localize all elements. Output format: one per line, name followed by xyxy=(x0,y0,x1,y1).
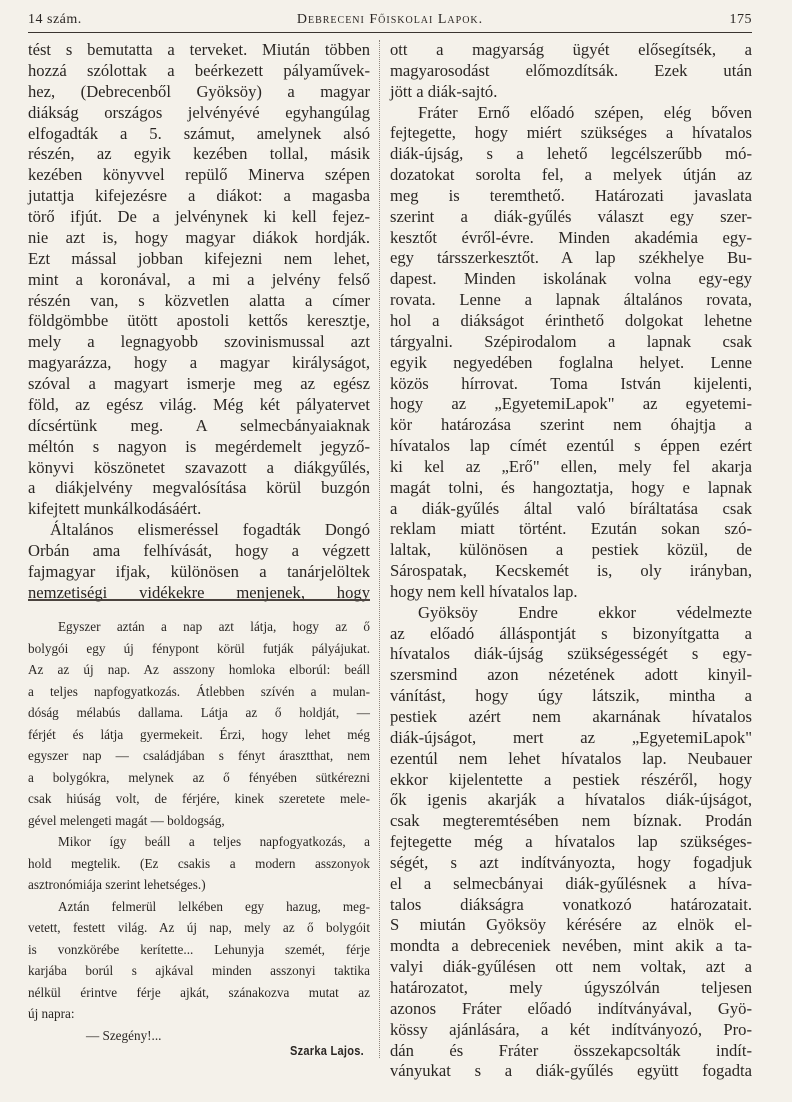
text-line: méltón s nagyon is megérdemelt jegyző- xyxy=(28,436,370,456)
text-line: szerint a diák-gyűlés választ egy szer- xyxy=(390,206,752,226)
text-line: kör határozása szerint nem óhajtja a xyxy=(390,415,752,435)
text-line: hogy nem kell hívatalos lap. xyxy=(390,581,578,601)
text-line: tárgyalni. Szépirodalom a lapnak csak xyxy=(390,331,752,351)
text-line: hold megtelik. (Ez csakis a modern asszonyok xyxy=(28,855,370,871)
text-line: — Szegény!... xyxy=(86,1027,162,1043)
text-line: meg is teremthető. Határozati javaslata xyxy=(390,185,752,205)
text-line: gével melengeti magát — boldogság, xyxy=(28,812,225,828)
text-line: hozzá szólottak a beérkezett pályaművek- xyxy=(28,60,370,80)
text-line: földgömbbe ütött apostoli kettős keresztje, xyxy=(28,311,370,331)
text-line: az előadó álláspontját s bizonyítgatta a xyxy=(390,623,752,643)
text-line: mint a koronával, a mi a jelvény felső xyxy=(28,269,370,289)
text-line: szersmind azon nézetének adott kinyil- xyxy=(390,665,752,685)
text-line: föld, az egész világ. Még két pályatervet xyxy=(28,394,370,414)
text-line: egy társszerkesztőt. A lap székhelye Bu- xyxy=(390,248,752,268)
text-line: hívatalos diák-újság szükségességét s egy- xyxy=(390,644,752,664)
author-signature: Szarka Lajos. xyxy=(290,1043,364,1058)
header-rule xyxy=(28,32,752,33)
text-line: Gyöksöy Endre ekkor védelmezte xyxy=(418,602,752,622)
text-line: fejtegette, hogy miért szükséges a hívatalos xyxy=(390,123,752,143)
text-line: rovata. Lenne a lapnak általános rovata, xyxy=(390,290,752,310)
text-line: dícsértünk meg. A selmecbányaiaknak xyxy=(28,415,370,435)
running-header xyxy=(28,8,752,32)
text-line: szóval a magyart ismerje meg az egész xyxy=(28,374,370,393)
text-line: magyarázza, hogy a magyar királyságot, xyxy=(28,353,370,373)
text-line: egyik negyedében foglalna helyet. Lenne xyxy=(390,352,752,372)
text-line: bolygói egy új fénypont körül futják pályájukat. xyxy=(28,640,370,656)
text-line: azonos Fráter előadó indítványával, Gyö- xyxy=(390,998,752,1018)
feuilleton-text xyxy=(28,616,370,1046)
text-line: tést s bemutatta a terveket. Miután többen xyxy=(28,40,370,59)
text-line: férjét és látja gyermekeit. Érzi, hogy lehet még xyxy=(28,726,370,742)
text-line: törő ifjút. De a jelvénynek ki kell fejez- xyxy=(28,207,370,226)
text-line: kesztőt évről-évre. Minden akadémia egy- xyxy=(390,227,752,247)
text-line: mely a legnagyobb szovinismussal azt xyxy=(28,332,370,352)
feuilleton-separator xyxy=(28,599,370,601)
text-line: Egyszer aztán a nap azt látja, hogy az ő xyxy=(58,619,370,634)
text-line: reklam miatt történt. Ezután sokan szó- xyxy=(390,519,752,539)
text-line: Aztán felmerül lelkében egy hazug, meg- xyxy=(58,898,370,914)
text-line: jutattja kifejezésre a diákot: a magasba xyxy=(28,186,370,206)
text-line: Az az új nap. Az asszony homloka elborúl: beáll xyxy=(28,662,370,677)
text-line: ványukat s a diák-gyűlés együtt fogadta xyxy=(390,1061,752,1081)
text-line: a diákjelvény megvalósítása körül buzgón xyxy=(28,478,370,498)
text-line: nélkül érintve férje ajkát, szánakozva mutat az xyxy=(28,984,370,1000)
text-line: hez, (Debrecenből Gyöksöy) a magyar xyxy=(28,81,370,101)
text-line: ki kel az „Erő" ellen, mely fel akarja xyxy=(390,456,752,476)
text-line: magyarosodást előmozdítsák. Ezek után xyxy=(390,60,752,80)
text-line: laltak, különösen a pestiek közül, de xyxy=(390,540,752,560)
text-line: elfogadták a 5. számut, amelynek alsó xyxy=(28,123,370,143)
text-line: dóság mélabús dallama. Látja az ő holdját, — xyxy=(28,705,370,720)
text-line: Ezt mással jobban kifejezni nem lehet, xyxy=(28,248,370,268)
text-line: határozatot, mely úgyszólván teljesen xyxy=(390,977,752,997)
column-divider xyxy=(379,40,380,1058)
text-line: kifejtett munkálkodásáért. xyxy=(28,499,202,519)
text-line: nemzetiségi vidékekre menjenek, hogy xyxy=(28,582,370,602)
text-line: ott a magyarság ügyét elősegítsék, a xyxy=(390,40,752,59)
text-line: diák-újság, s a lehető legcélszerűbb mó- xyxy=(390,144,752,164)
text-line: ők igenis akarják a hívatalos diák-újságot, xyxy=(390,790,752,810)
text-line: Általános elismeréssel fogadták Dongó xyxy=(50,520,370,540)
right-column-text xyxy=(390,40,752,1082)
text-line: hogy az „EgyetemiLapok" az egyetemi- xyxy=(390,394,752,414)
text-line: a teljes napfogyatkozás. Átlebben szívén a mulan- xyxy=(28,683,370,699)
text-line: hívatalos lap címét ezentúl s éppen ezért xyxy=(390,436,752,456)
text-line: dán és Fráter összekapcsolták indít- xyxy=(390,1040,752,1060)
text-line: ekkor kijelentette a pestiek részéről, hogy xyxy=(390,769,752,789)
text-line: csak megteremtésében nem bíznak. Prodán xyxy=(390,811,752,831)
text-line: részén, az egyik kezében tollal, másik xyxy=(28,144,370,164)
text-line: valyi diák-gyűlésen ott nem voltak, azt a xyxy=(390,957,752,977)
text-line: mondta a debreceniek nevében, mint akik a ta- xyxy=(390,936,752,956)
journal-title: Debreceni Főiskolai Lapok. xyxy=(296,12,484,27)
text-line: asztronómiája szerint lehetséges.) xyxy=(28,877,206,892)
text-line: könyvi köszönetet szavazott a diákgyűlés, xyxy=(28,457,370,477)
text-line: karjába borúl s ajkával minden asszonyi taktika xyxy=(28,963,370,978)
text-line: Mikor így beáll a teljes napfogyatkozás, a xyxy=(58,834,370,849)
text-line: vánítást, hogy úgy látszik, mintha a xyxy=(390,686,752,706)
text-line: hol a diákságot érinthető dolgokat lehetne xyxy=(390,310,752,330)
text-line: dapest. Minden iskolának volna egy-egy xyxy=(390,269,752,289)
text-line: a bolygókra, melynek az ő fényében sütkérezni xyxy=(28,769,370,785)
text-line: ségét, s azt indítványozta, hogy fogadjuk xyxy=(390,852,752,872)
text-line: jött a diák-sajtó. xyxy=(390,81,498,101)
text-line: egyszer nap — családjában s fényt árasztthat, nem xyxy=(28,748,370,763)
text-line: S miután Gyöksöy kérésére az elnök el- xyxy=(390,915,752,935)
text-line: talos diákságra vonatkozó határozatait. xyxy=(390,894,752,914)
text-line: dozatokat sorolta fel, a melyek útján az xyxy=(390,165,752,185)
text-line: fejtegette még a hívatalos lap szükséges- xyxy=(390,832,752,852)
text-line: csak hiúság volt, de férjére, kinek szeretete mele- xyxy=(28,791,370,806)
text-line: Sárospatak, Kecskemét is, oly irányban, xyxy=(390,561,752,581)
issue-number: 14 szám. xyxy=(28,12,82,27)
text-line: részén van, s közvetlen alatta a címer xyxy=(28,290,370,310)
text-line: Orbán ama felhívását, hogy a végzett xyxy=(28,541,370,560)
text-line: diák-újságot, mert az „EgyetemiLapok" xyxy=(390,727,752,747)
text-line: el a selmecbányai diák-gyűlésnek a híva- xyxy=(390,873,752,893)
text-line: kezében könyvvel repülő Minerva szépen xyxy=(28,165,370,185)
text-line: fajmagyar ifjak, különösen a tanárjelöltek xyxy=(28,561,370,581)
page-number: 175 xyxy=(729,12,752,27)
text-line: ezentúl nem lehet hívatalos lap. Neubauer xyxy=(390,748,752,768)
text-line: új napra: xyxy=(28,1006,75,1021)
left-column-text xyxy=(28,40,370,604)
text-line: pestiek azért nem akarnának hívatalos xyxy=(390,707,752,726)
text-line: közös hírrovat. Toma István kijelenti, xyxy=(390,373,752,393)
text-line: a diák-gyűlés által való bíráltatása csak xyxy=(390,498,752,518)
text-line: Fráter Ernő előadó szépen, elég bőven xyxy=(418,102,752,122)
text-line: diákság országos jelvényévé egyhangúlag xyxy=(28,102,370,122)
text-line: kössy ajánlására, a két indítványozó, Pro- xyxy=(390,1019,752,1039)
text-line: is vonzkörébe kerítette... Lehunyja szemét, férje xyxy=(28,941,370,957)
text-line: magát tolni, és hangoztatja, hogy e lapnak xyxy=(390,477,752,497)
text-line: nie azt is, hogy magyar diákok hordják. xyxy=(28,227,370,247)
text-line: vetett, festett világ. Az új nap, mely az ő bolygóit xyxy=(28,920,370,935)
